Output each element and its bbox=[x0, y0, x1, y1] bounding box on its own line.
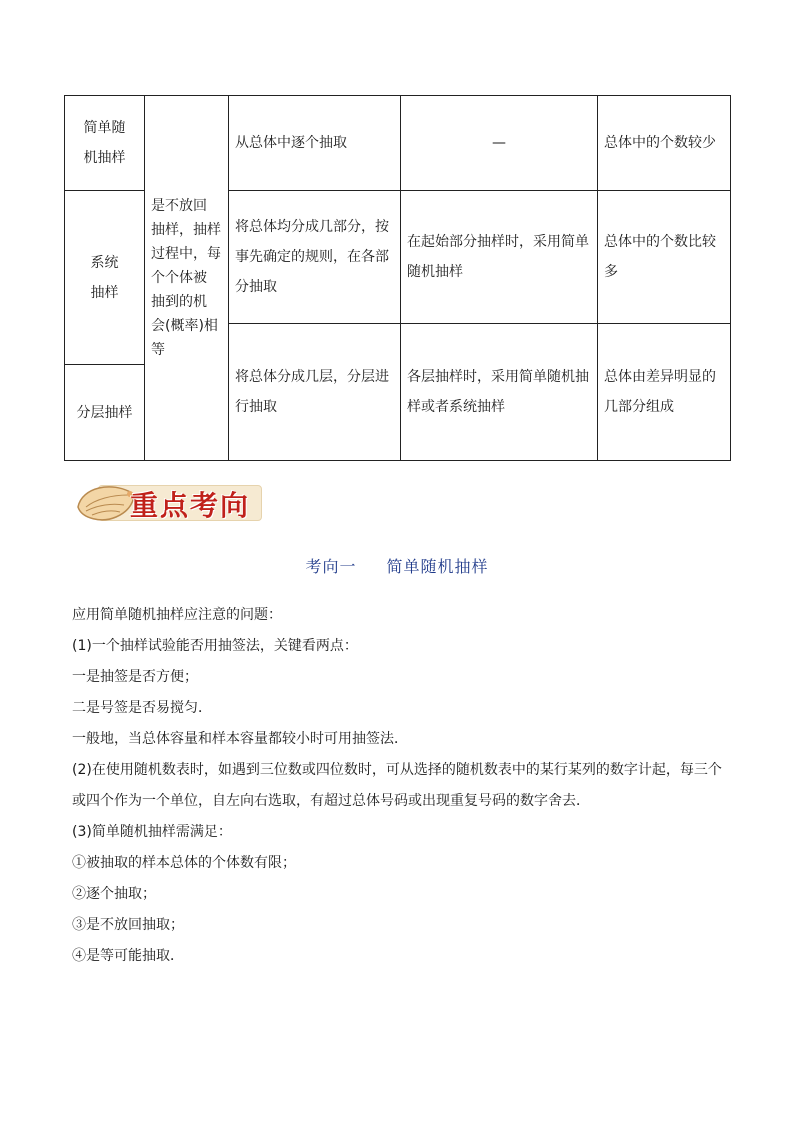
paragraph: (3)简单随机抽样需满足： bbox=[72, 824, 232, 840]
list-item: ②逐个抽取； bbox=[72, 886, 156, 902]
paragraph: 一般地，当总体容量和样本容量都较小时可用抽签法． bbox=[72, 731, 408, 747]
relation-cell: 各层抽样时，采用简单随机抽 样或者系统抽样 bbox=[401, 324, 598, 461]
list-item: ①被抽取的样本总体的个体数有限； bbox=[72, 855, 296, 871]
key-topics-banner bbox=[72, 477, 262, 527]
sampling-comparison-table bbox=[64, 95, 731, 461]
paragraph: 应用简单随机抽样应注意的问题： bbox=[72, 607, 282, 623]
table-row bbox=[65, 96, 731, 191]
paragraph: (1)一个抽样试验能否用抽签法，关键看两点： bbox=[72, 638, 358, 654]
banner-title: 重点考向 bbox=[130, 489, 251, 522]
method-cell: 简单随 机抽样 bbox=[65, 96, 145, 191]
method-cell: 系统 抽样 bbox=[65, 191, 145, 365]
method-cell: 分层抽样 bbox=[65, 365, 145, 461]
how-cell: 将总体均分成几部分，按 事先确定的规则，在各部 分抽取 bbox=[229, 191, 401, 324]
section-title bbox=[0, 554, 794, 577]
paragraph: (2)在使用随机数表时，如遇到三位数或四位数时，可从选择的随机数表中的某行某列的数字计起，每三个 bbox=[72, 762, 722, 778]
list-item: ③是不放回抽取； bbox=[72, 917, 184, 933]
scope-cell: 总体由差异明显的 几部分组成 bbox=[598, 324, 731, 461]
paragraph: 一是抽签是否方便； bbox=[72, 669, 198, 685]
section-name: 简单随机抽样 bbox=[386, 557, 489, 576]
section-number: 考向一 bbox=[305, 557, 357, 576]
relation-cell: — bbox=[401, 96, 598, 191]
relation-cell: 在起始部分抽样时，采用简单 随机抽样 bbox=[401, 191, 598, 324]
scope-cell: 总体中的个数较少 bbox=[598, 96, 731, 191]
common-feature-cell: 是不放回 抽样，抽样 过程中，每 个个体被 抽到的机 会(概率)相 等 bbox=[145, 96, 229, 461]
list-item: ④是等可能抽取． bbox=[72, 948, 184, 964]
paragraph: 或四个作为一个单位，自左向右选取，有超过总体号码或出现重复号码的数字舍去． bbox=[72, 793, 590, 809]
paragraph: 二是号签是否易搅匀． bbox=[72, 700, 212, 716]
how-cell: 从总体中逐个抽取 bbox=[229, 96, 401, 191]
scope-cell: 总体中的个数比较 多 bbox=[598, 191, 731, 324]
how-cell: 将总体分成几层，分层进 行抽取 bbox=[229, 324, 401, 461]
body-text bbox=[72, 600, 732, 972]
